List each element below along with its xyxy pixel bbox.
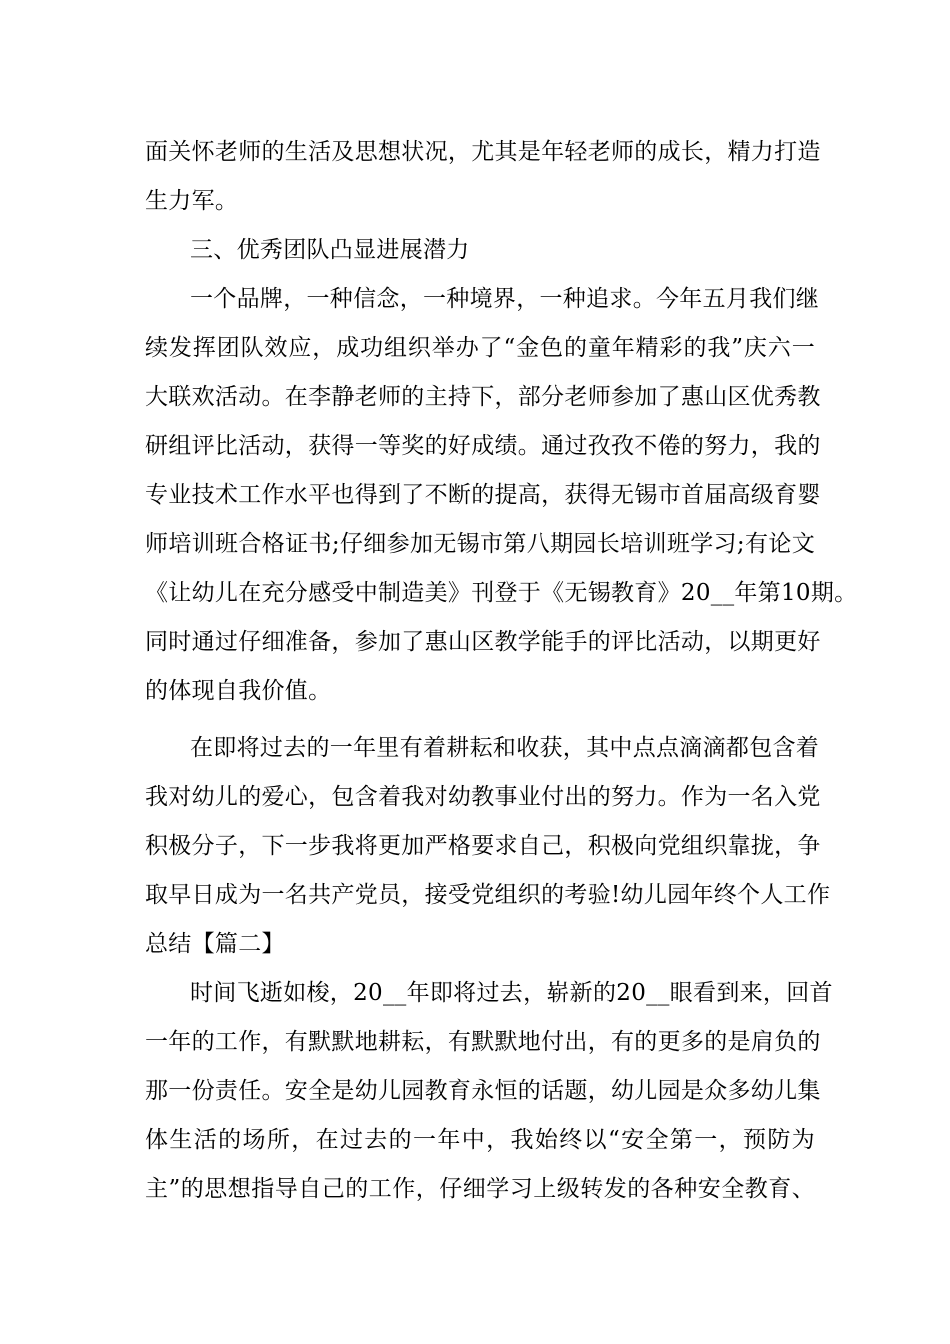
text-line: 《让幼儿在充分感受中制造美》刊登于《无锡教育》20__年第10期。 <box>145 580 858 606</box>
text-line: 积极分子，下一步我将更加严格要求自己，积极向党组织靠拢，争 <box>145 833 821 859</box>
text-line: 体生活的场所，在过去的一年中，我始终以“安全第一，预防为 <box>145 1127 815 1153</box>
text-line: 总结【篇二】 <box>145 931 285 957</box>
text-line: 时间飞逝如梭，20__年即将过去，崭新的20__眼看到来，回首 <box>190 980 833 1006</box>
section-heading: 三、优秀团队凸显进展潜力 <box>190 237 470 263</box>
text-line: 师培训班合格证书;仔细参加无锡市第八期园长培训班学习;有论文 <box>145 531 815 557</box>
text-line: 同时通过仔细准备，参加了惠山区教学能手的评比活动，以期更好 <box>145 629 821 655</box>
text-line: 我对幼儿的爱心，包含着我对幼教事业付出的努力。作为一名入党 <box>145 784 821 810</box>
text-line: 取早日成为一名共产党员，接受党组织的考验!幼儿园年终个人工作 <box>145 882 831 908</box>
text-line: 的体现自我价值。 <box>145 678 332 704</box>
text-line: 一年的工作，有默默地耕耘，有默默地付出，有的更多的是肩负的 <box>145 1029 821 1055</box>
text-line: 面关怀老师的生活及思想状况，尤其是年轻老师的成长，精力打造 <box>145 139 821 165</box>
text-line: 在即将过去的一年里有着耕耘和收获，其中点点滴滴都包含着 <box>190 735 820 761</box>
text-line: 专业技术工作水平也得到了不断的提高，获得无锡市首届高级育婴 <box>145 482 821 508</box>
text-line: 研组评比活动，获得一等奖的好成绩。通过孜孜不倦的努力，我的 <box>145 433 821 459</box>
text-line: 大联欢活动。在李静老师的主持下，部分老师参加了惠山区优秀教 <box>145 384 821 410</box>
text-line: 一个品牌，一种信念，一种境界，一种追求。今年五月我们继 <box>190 286 820 312</box>
text-line: 续发挥团队效应，成功组织举办了“金色的童年精彩的我”庆六一 <box>145 335 815 361</box>
text-line: 那一份责任。安全是幼儿园教育永恒的话题，幼儿园是众多幼儿集 <box>145 1078 821 1104</box>
text-line: 生力军。 <box>145 188 239 214</box>
text-line: 主”的思想指导自己的工作，仔细学习上级转发的各种安全教育、 <box>145 1176 815 1202</box>
